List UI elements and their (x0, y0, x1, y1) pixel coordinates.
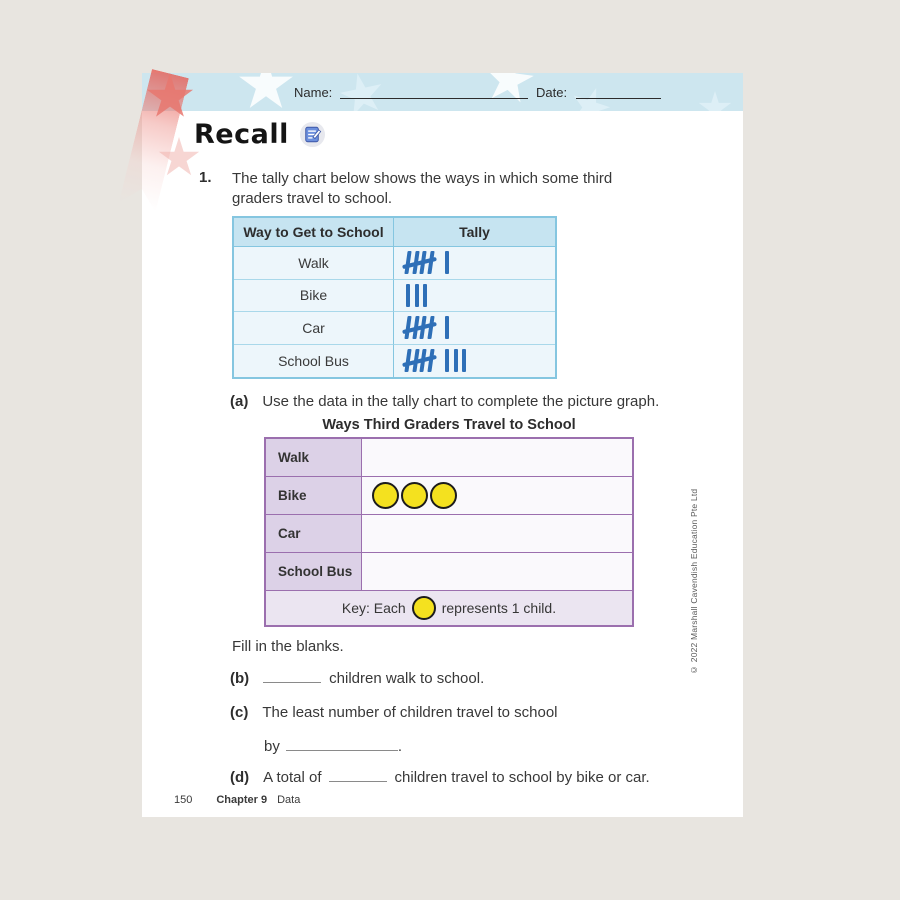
tally-chart-header-category: Way to Get to School (234, 218, 394, 247)
name-label: Name: (294, 85, 333, 100)
tally-chart (232, 216, 557, 379)
section-title: Recall (194, 119, 289, 150)
chapter-section: Data (277, 794, 301, 806)
key-prefix: Key: Each (341, 600, 406, 616)
picture-graph-row-label: Bike (266, 477, 362, 515)
header-banner (142, 73, 743, 111)
fill-in-instruction: Fill in the blanks. (232, 638, 344, 655)
tally-row-marks (394, 345, 555, 378)
part-b-answer-blank[interactable] (263, 670, 321, 683)
date-blank[interactable] (576, 85, 661, 99)
child-circle-icon (372, 482, 399, 509)
part-c-line2-prefix: by (264, 738, 280, 755)
picture-graph-title: Ways Third Graders Travel to School (322, 417, 576, 433)
question-line2: graders travel to school. (232, 189, 393, 207)
child-circle-icon (401, 482, 428, 509)
tally-row-label: Walk (234, 247, 394, 280)
tally-row-label: School Bus (234, 345, 394, 378)
part-c-answer-blank[interactable] (286, 738, 398, 751)
part-c-label: (c) (230, 704, 249, 721)
tally-row-label: Bike (234, 280, 394, 313)
picture-graph-row-label: School Bus (266, 553, 362, 591)
notepad-icon (299, 121, 326, 148)
part-d-answer-blank[interactable] (329, 769, 387, 782)
tally-mark (454, 349, 458, 372)
picture-graph-key (266, 591, 632, 625)
workbook-page (142, 73, 743, 817)
part-b-text: children walk to school. (329, 670, 485, 687)
picture-graph-row-cell[interactable] (362, 515, 632, 553)
question-line1: The tally chart below shows the ways in which some third (232, 170, 613, 187)
chapter-label: Chapter 9 (216, 794, 268, 806)
child-circle-icon (430, 482, 457, 509)
part-d-text-before: A total of (263, 769, 322, 786)
tally-mark (445, 316, 449, 339)
tally-mark (445, 251, 449, 274)
part-d-label: (d) (230, 769, 250, 786)
picture-graph-row-cell[interactable] (362, 439, 632, 477)
tally-mark (406, 284, 410, 307)
picture-graph-row-label: Car (266, 515, 362, 553)
tally-row-marks (394, 312, 555, 345)
tally-mark (415, 284, 419, 307)
part-c (230, 704, 558, 721)
picture-graph-row-cell[interactable] (362, 553, 632, 591)
picture-graph-row-label: Walk (266, 439, 362, 477)
tally-row-marks (394, 280, 555, 313)
key-circle-icon (412, 596, 436, 620)
part-b-label: (b) (230, 670, 250, 687)
part-a (230, 393, 659, 410)
part-c-line2 (264, 738, 402, 755)
name-date-row (142, 73, 743, 111)
copyright-text: © 2022 Marshall Cavendish Education Pte Ltd (689, 488, 699, 675)
picture-graph-row-cell (362, 477, 632, 515)
part-a-label: (a) (230, 393, 249, 410)
picture-graph (264, 437, 634, 627)
tally-mark (423, 284, 427, 307)
tally-group-of-5 (406, 250, 435, 275)
tally-mark (445, 349, 449, 372)
part-a-text: Use the data in the tally chart to complete the picture graph. (262, 393, 660, 410)
part-d (230, 769, 650, 786)
tally-row-marks (394, 247, 555, 280)
tally-mark (462, 349, 466, 372)
part-d-text-after: children travel to school by bike or car. (394, 769, 650, 786)
tally-row-label: Car (234, 312, 394, 345)
date-label: Date: (536, 85, 568, 100)
question-text (232, 169, 682, 208)
tally-group-of-5 (406, 315, 435, 340)
part-c-period: . (397, 738, 403, 755)
page-footer (174, 794, 300, 806)
tally-chart-header-tally: Tally (394, 218, 555, 247)
page-number: 150 (174, 794, 193, 806)
tally-group-of-5 (406, 348, 435, 373)
name-blank[interactable] (340, 85, 528, 99)
part-c-line1: The least number of children travel to school (262, 704, 558, 721)
part-b (230, 670, 484, 687)
question-number: 1. (199, 169, 212, 186)
key-suffix: represents 1 child. (441, 600, 557, 616)
